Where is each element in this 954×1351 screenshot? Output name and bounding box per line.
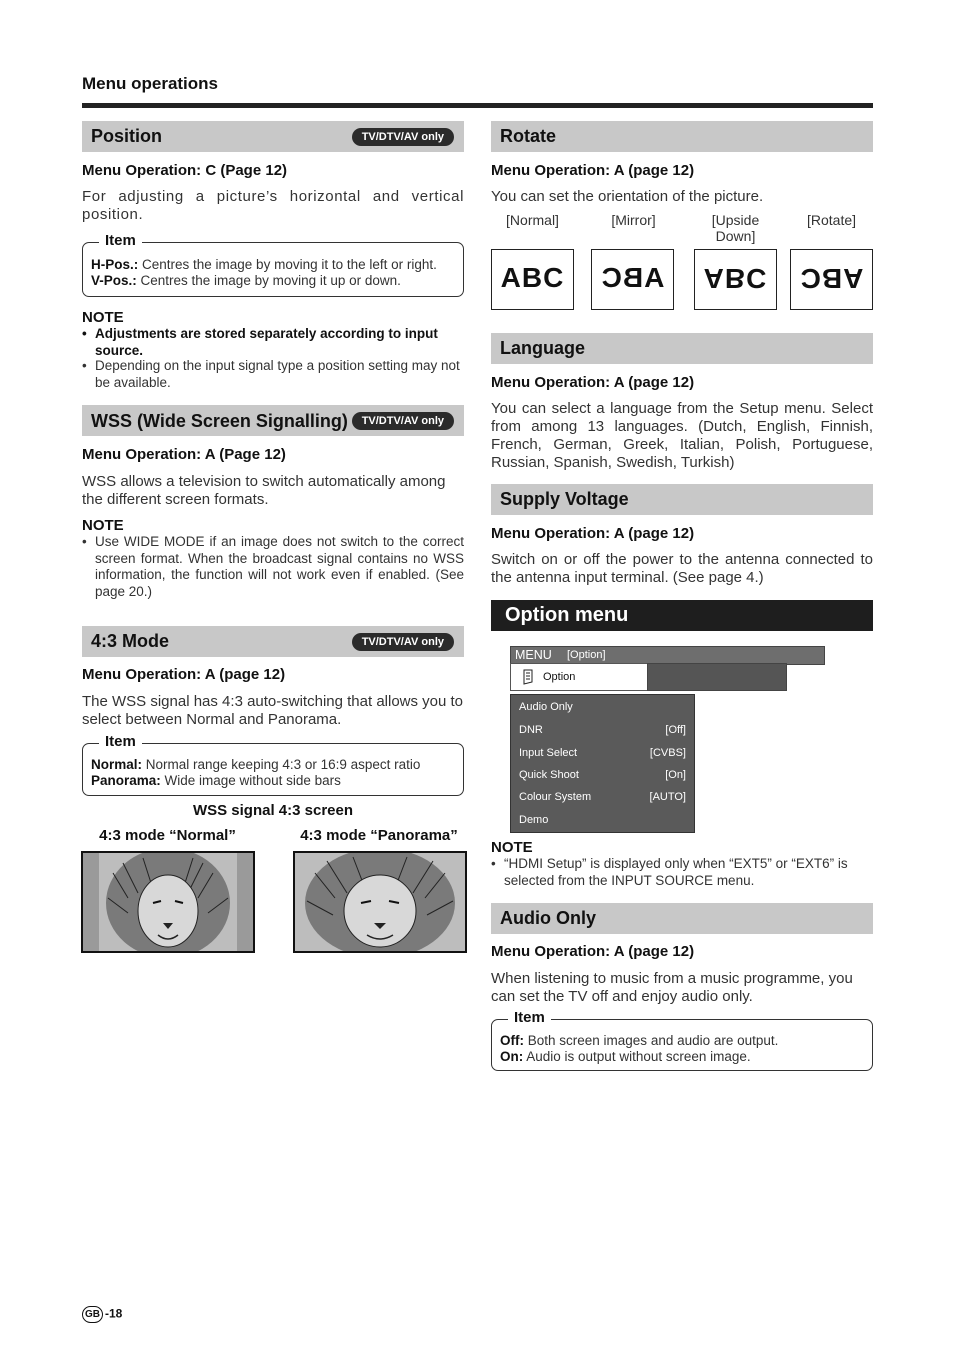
osd-row-value: [On] bbox=[665, 769, 686, 781]
screen-heading: WSS signal 4:3 screen bbox=[192, 802, 354, 819]
osd-row-name: Colour System bbox=[519, 791, 592, 803]
position-description: For adjusting a picture’s horizontal and vertical position. bbox=[82, 188, 464, 223]
note-heading: NOTE bbox=[82, 309, 124, 326]
osd-row-dnr[interactable] bbox=[519, 724, 686, 736]
rotate-description: You can set the orientation of the picture. bbox=[491, 188, 764, 205]
note-item: • “HDMI Setup” is displayed only when “EXT5” or “EXT6” is selected from the INPUT SOURCE menu. bbox=[491, 856, 848, 888]
mode43-item-box bbox=[82, 733, 464, 796]
page-footer bbox=[82, 1306, 122, 1323]
tv-only-badge: TV/DTV/AV only bbox=[352, 633, 454, 651]
osd-option-list bbox=[510, 694, 695, 833]
sample-text: ABC bbox=[799, 263, 864, 294]
item-row bbox=[91, 257, 437, 272]
item-key: Normal: bbox=[91, 757, 143, 772]
caption-normal: 4:3 mode “Normal” bbox=[99, 827, 236, 844]
audio-only-section-bar bbox=[491, 903, 873, 934]
language-title: Language bbox=[500, 338, 586, 358]
page-number: -18 bbox=[105, 1306, 123, 1321]
mode43-title: 4:3 Mode bbox=[91, 631, 170, 651]
position-item-box bbox=[82, 232, 464, 297]
note-item: • Adjustments are stored separately according to input source. bbox=[82, 326, 438, 358]
item-text: Centres the image by moving it up or down. bbox=[136, 273, 401, 288]
supply-section-bar bbox=[491, 484, 873, 515]
audio-only-description: When listening to music from a music programme, you can set the TV off and enjoy audio only. bbox=[491, 970, 853, 1005]
osd-row-name: Input Select bbox=[519, 747, 578, 759]
item-row bbox=[91, 757, 420, 772]
rotate-title: Rotate bbox=[500, 126, 557, 146]
note-item: • Use WIDE MODE if an image does not switch to the correct screen format. When the broadcast signal contains no WSS information, the function will not work even if enabled. (See page 20.) bbox=[82, 534, 464, 599]
sample-text: ABC bbox=[500, 262, 565, 293]
osd-row-name: Audio Only bbox=[519, 701, 573, 713]
mode43-description: The WSS signal has 4:3 auto-switching that allows you to select between Normal and Panorama. bbox=[82, 693, 464, 728]
osd-option-tab[interactable] bbox=[510, 663, 648, 691]
rotate-label-upside-down: [Upside Down] bbox=[711, 212, 760, 244]
wss-description: WSS allows a television to switch automatically among the different screen formats. bbox=[82, 473, 446, 508]
supply-menu-operation: Menu Operation: A (page 12) bbox=[491, 525, 695, 542]
supply-description: Switch on or off the power to the antenna connected to the antenna input terminal. (See page 4.) bbox=[491, 551, 873, 586]
osd-row-value: [Off] bbox=[665, 724, 686, 736]
language-section-bar bbox=[491, 333, 873, 364]
header-rule bbox=[82, 103, 873, 108]
note-text: “HDMI Setup” is displayed only when “EXT5” or “EXT6” is selected from the INPUT SOURCE menu. bbox=[504, 856, 848, 888]
option-menu-bar bbox=[491, 600, 873, 631]
note-heading: NOTE bbox=[491, 839, 533, 856]
normal-mode-lion-image bbox=[81, 851, 255, 953]
item-text: Both screen images and audio are output. bbox=[524, 1033, 779, 1048]
item-label: Item bbox=[508, 1009, 551, 1027]
note-heading: NOTE bbox=[82, 517, 124, 534]
mode43-section-bar bbox=[82, 626, 464, 657]
osd-row-audio-only[interactable] bbox=[519, 701, 686, 713]
wss-title: WSS (Wide Screen Signalling) bbox=[91, 411, 348, 431]
osd-row-input-select[interactable] bbox=[519, 747, 686, 759]
item-key: V-Pos.: bbox=[91, 273, 137, 288]
item-row bbox=[91, 273, 401, 288]
rotate-label-mirror: [Mirror] bbox=[611, 212, 656, 228]
note-text: Use WIDE MODE if an image does not switch to the correct screen format. When the broadcast signal contains no WSS information, the function will not work even if enabled. (See page 20.) bbox=[95, 534, 464, 599]
rotate-sample-rotate bbox=[790, 249, 873, 310]
osd-row-quick-shoot[interactable] bbox=[519, 769, 686, 781]
position-menu-operation: Menu Operation: C (Page 12) bbox=[82, 162, 288, 179]
note-item: • Depending on the input signal type a position setting may not be available. bbox=[82, 358, 460, 390]
wss-menu-operation: Menu Operation: A (Page 12) bbox=[82, 446, 286, 463]
page-section-title: Menu operations bbox=[82, 74, 219, 93]
item-label: Item bbox=[99, 232, 142, 250]
item-text: Normal range keeping 4:3 or 16:9 aspect ratio bbox=[142, 757, 421, 772]
language-description: You can select a language from the Setup menu. Select from among 13 languages. (Dutch, English, Finnish, French, German, Greek, Italian, Polish, Portuguese, Russian, Spanish, Swedish, Turkish) bbox=[491, 400, 873, 471]
region-badge: GB bbox=[82, 1306, 103, 1323]
rotate-sample-upside-down bbox=[694, 249, 777, 310]
osd-menu-label: MENU bbox=[515, 648, 552, 662]
option-menu-title: Option menu bbox=[505, 604, 629, 626]
rotate-sample-normal bbox=[491, 249, 574, 310]
osd-row-value: [CVBS] bbox=[649, 747, 686, 759]
panorama-mode-lion-image bbox=[293, 851, 467, 953]
item-text: Audio is output without screen image. bbox=[523, 1049, 751, 1064]
rotate-label-normal: [Normal] bbox=[506, 212, 559, 228]
tv-only-badge: TV/DTV/AV only bbox=[352, 128, 454, 146]
item-text: Centres the image by moving it to the left or right. bbox=[138, 257, 437, 272]
audio-only-menu-operation: Menu Operation: A (page 12) bbox=[491, 943, 695, 960]
item-row bbox=[500, 1033, 778, 1048]
note-text: Depending on the input signal type a position setting may not be available. bbox=[95, 358, 460, 390]
item-key: Off: bbox=[500, 1033, 524, 1048]
osd-row-demo[interactable] bbox=[519, 814, 686, 826]
sample-text: ABC bbox=[600, 262, 665, 293]
position-section-bar bbox=[82, 121, 464, 152]
item-key: Panorama: bbox=[91, 773, 161, 788]
osd-tab-filler bbox=[647, 663, 787, 691]
supply-title: Supply Voltage bbox=[500, 489, 629, 509]
wss-section-bar bbox=[82, 405, 464, 436]
rotate-label-rotate: [Rotate] bbox=[806, 212, 857, 228]
audio-only-item-box bbox=[491, 1009, 873, 1071]
language-menu-operation: Menu Operation: A (page 12) bbox=[491, 374, 695, 391]
sample-text: ABC bbox=[703, 263, 768, 294]
audio-only-title: Audio Only bbox=[500, 908, 596, 928]
item-row bbox=[500, 1049, 751, 1064]
item-text: Wide image without side bars bbox=[160, 773, 341, 788]
rotate-sample-mirror bbox=[591, 249, 674, 310]
item-row bbox=[91, 773, 341, 788]
osd-row-colour-system[interactable] bbox=[519, 791, 686, 803]
item-key: H-Pos.: bbox=[91, 257, 139, 272]
tv-only-badge: TV/DTV/AV only bbox=[352, 412, 454, 430]
item-key: On: bbox=[500, 1049, 524, 1064]
rotate-section-bar bbox=[491, 121, 873, 152]
mode43-menu-operation: Menu Operation: A (page 12) bbox=[82, 666, 286, 683]
item-label: Item bbox=[99, 733, 142, 751]
osd-menu-path: [Option] bbox=[567, 649, 606, 661]
note-text: Adjustments are stored separately according to input source. bbox=[95, 326, 438, 358]
option-icon bbox=[521, 669, 535, 685]
osd-row-name: DNR bbox=[519, 724, 543, 736]
osd-row-value: [AUTO] bbox=[649, 791, 686, 803]
caption-panorama: 4:3 mode “Panorama” bbox=[300, 827, 458, 844]
osd-row-name: Demo bbox=[519, 814, 549, 826]
position-title: Position bbox=[91, 126, 162, 146]
osd-option-tab-label: Option bbox=[543, 671, 576, 683]
osd-row-name: Quick Shoot bbox=[519, 769, 579, 781]
rotate-menu-operation: Menu Operation: A (page 12) bbox=[491, 162, 695, 179]
